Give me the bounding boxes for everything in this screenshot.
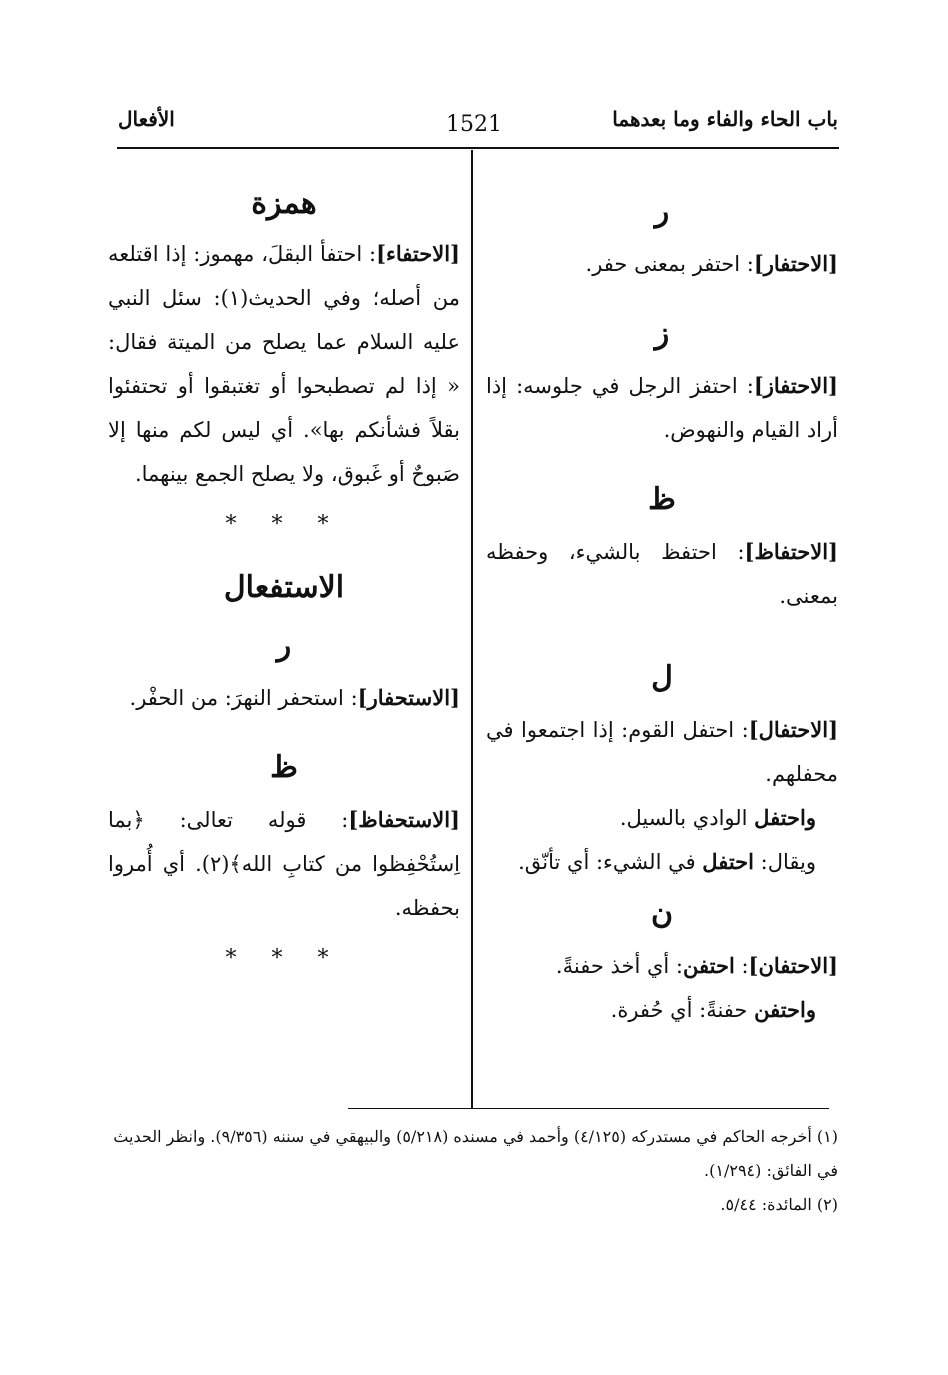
hamza-heading: همزة [251, 186, 317, 221]
entry-term: [الاستحفار] [357, 685, 460, 710]
entry-term: [الاحتفاظ] [744, 539, 838, 564]
entry-term: واحتفل [754, 805, 816, 830]
left-column [108, 176, 460, 988]
entry-ihtifaz [486, 364, 838, 452]
letter-heading-nun: ن [650, 896, 674, 931]
entry-text: : استحفر النهرَ: من الحفْر. [129, 686, 358, 710]
letter-heading-ra: ر [276, 628, 292, 663]
footnote-2: (٢) المائدة: ٥/٤٤. [720, 1195, 838, 1214]
entry-ihtifan-hufra [486, 988, 838, 1032]
entry-text: : قوله تعالى: ﴿بما اِستُحْفِظوا من كتابِ الله﴾(٢). أي أُمروا بحفظه. [108, 808, 461, 920]
entry-text: حفنةً: أي حُفرة. [610, 998, 755, 1022]
entry-text: : احتفظ بالشيء، وحفظه بمعنى. [486, 540, 838, 608]
entry-ihtifal [486, 708, 838, 796]
entry-text: : احتفأ البقلَ، مهموز: إذا اقتلعه من أصله؛ وفي الحديث(١): سئل النبي عليه السلام عما يصلح من الميتة فقال: « إذا لم تصطبحوا أو تغتبقوا أو تحتفئوا بقلاً فشأنكم بها». أي ليس لكم منها إلا صَبوحٌ أو غَبوق، ولا يصلح الجمع بينهما. [108, 242, 460, 486]
entry-term: [الاحتفاز] [753, 373, 838, 398]
letter-heading-zay: ز [654, 316, 670, 351]
right-column [486, 182, 838, 1032]
footnote-rule [348, 1108, 829, 1109]
entry-term: [الاستحفاظ] [348, 807, 460, 832]
entry-text: : احتفز الرجل في جلوسه: إذا أراد القيام والنهوض. [486, 374, 838, 442]
page-number: 1521 [446, 112, 502, 137]
entry-term: [الاحتفان] [748, 953, 838, 978]
header-rule [117, 147, 839, 149]
entry-term: احتفل [702, 849, 754, 874]
section-title: الأفعال [118, 107, 175, 131]
entry-text: الوادي بالسيل. [619, 806, 755, 830]
entry-ihtifa [108, 232, 460, 496]
entry-term: احتفن [683, 953, 735, 978]
column-divider [471, 150, 473, 1108]
section-separator: * * * [225, 512, 343, 537]
letter-heading-ra: ر [654, 194, 670, 229]
entry-ihtifal-wadi [486, 796, 838, 840]
entry-term: [الاحتفار] [753, 251, 838, 276]
section-separator: * * * [225, 946, 343, 971]
chapter-title: باب الحاء والفاء وما بعدهما [612, 107, 838, 131]
entry-term: [الاحتفاء] [376, 241, 460, 266]
entry-text: : احتفل القوم: إذا اجتمعوا في محفلهم. [486, 718, 838, 786]
entry-term: واحتفن [754, 997, 816, 1022]
entry-ihtifan [486, 944, 838, 988]
entry-text: : [734, 954, 749, 978]
letter-heading-dha: ظ [648, 482, 676, 517]
entry-text: : أي أخذ حفنةً. [555, 954, 684, 978]
letter-heading-dha: ظ [270, 750, 298, 785]
entry-ihtifal-tanuq [486, 840, 838, 884]
letter-heading-lam: ل [651, 660, 673, 695]
entry-ihtifadh [486, 530, 838, 618]
footnote-1: (١) أخرجه الحاكم في مستدركه (٤/١٢٥) وأحمد في مسنده (٥/٢١٨) والبيهقي في سننه (٩/٣٥٦). وانظر الحديث في الفائق: (١/٢٩٤). [113, 1127, 838, 1180]
entry-istihfadh [108, 798, 460, 930]
entry-text: ويقال: [753, 850, 816, 874]
entry-istihfar [108, 676, 460, 720]
entry-text: في الشيء: أي تأنّق. [518, 850, 703, 874]
entry-text: : احتفر بمعنى حفر. [585, 252, 754, 276]
istif-heading: الاستفعال [223, 570, 345, 605]
footnotes [108, 1120, 838, 1222]
entry-ihtifar [486, 242, 838, 286]
entry-term: [الاحتفال] [748, 717, 838, 742]
